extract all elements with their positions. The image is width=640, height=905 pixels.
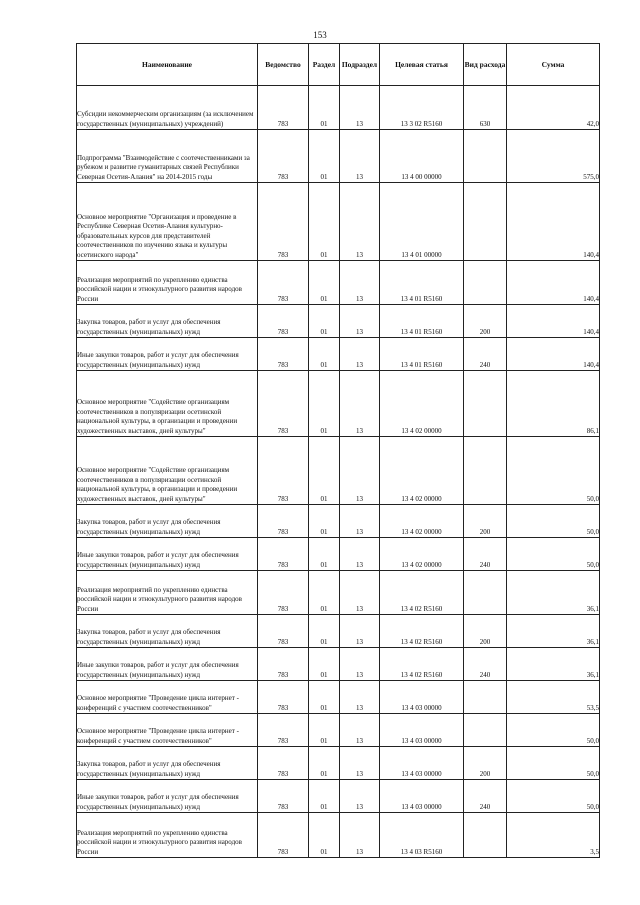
row-department: 783 <box>258 615 309 648</box>
row-department: 783 <box>258 338 309 371</box>
row-expense-type <box>464 571 507 615</box>
row-subsection: 13 <box>340 338 380 371</box>
row-target-article: 13 4 01 R5160 <box>380 261 464 305</box>
row-expense-type <box>464 813 507 858</box>
row-target-article: 13 4 01 00000 <box>380 183 464 261</box>
row-target-article: 13 4 02 00000 <box>380 371 464 437</box>
row-amount: 575,0 <box>507 130 600 183</box>
row-department: 783 <box>258 571 309 615</box>
row-amount: 50,0 <box>507 714 600 747</box>
table-row <box>77 371 600 437</box>
row-amount: 140,4 <box>507 305 600 338</box>
row-amount: 140,4 <box>507 183 600 261</box>
table-row <box>77 183 600 261</box>
row-name: Основное мероприятие "Проведение цикла интернет - конференций с участием соотечественников" <box>77 714 258 747</box>
row-target-article: 13 4 03 00000 <box>380 681 464 714</box>
row-name: Основное мероприятие "Проведение цикла интернет - конференций с участием соотечественников" <box>77 681 258 714</box>
row-subsection: 13 <box>340 437 380 505</box>
row-subsection: 13 <box>340 714 380 747</box>
header-subsection: Подраздел <box>340 44 380 86</box>
table-row <box>77 305 600 338</box>
row-target-article: 13 4 03 R5160 <box>380 813 464 858</box>
row-subsection: 13 <box>340 86 380 130</box>
row-subsection: 13 <box>340 130 380 183</box>
row-target-article: 13 4 02 R5160 <box>380 571 464 615</box>
row-department: 783 <box>258 437 309 505</box>
table-row <box>77 505 600 538</box>
row-name: Основное мероприятие "Содействие организациям соотечественников в популяризации осетинской национальной культуры, в организации и проведении художественных выставок, дней культуры" <box>77 437 258 505</box>
row-expense-type: 630 <box>464 86 507 130</box>
row-amount: 50,0 <box>507 437 600 505</box>
table-row <box>77 615 600 648</box>
row-name: Подпрограмма "Взаимодействие с соотечественниками за рубежом и развитие гуманитарных связей Республики Северная Осетия-Алания" на 2014-2015 годы <box>77 130 258 183</box>
header-name: Наименование <box>77 44 258 86</box>
row-name: Субсидии некоммерческим организациям (за исключением государственных (муниципальных) учреждений) <box>77 86 258 130</box>
row-expense-type <box>464 183 507 261</box>
row-section: 01 <box>309 505 340 538</box>
row-amount: 42,0 <box>507 86 600 130</box>
table-row <box>77 714 600 747</box>
row-name: Закупка товаров, работ и услуг для обеспечения государственных (муниципальных) нужд <box>77 747 258 780</box>
row-amount: 53,5 <box>507 681 600 714</box>
row-name: Иные закупки товаров, работ и услуг для обеспечения государственных (муниципальных) нужд <box>77 648 258 681</box>
row-department: 783 <box>258 130 309 183</box>
row-department: 783 <box>258 714 309 747</box>
row-name: Закупка товаров, работ и услуг для обеспечения государственных (муниципальных) нужд <box>77 615 258 648</box>
table-row <box>77 648 600 681</box>
table-row <box>77 261 600 305</box>
row-subsection: 13 <box>340 681 380 714</box>
table-row <box>77 747 600 780</box>
row-department: 783 <box>258 538 309 571</box>
row-amount: 86,1 <box>507 371 600 437</box>
header-amount: Сумма <box>507 44 600 86</box>
row-name: Реализация мероприятий по укреплению единства российской нации и этнокультурного развития народов России <box>77 261 258 305</box>
row-expense-type: 240 <box>464 648 507 681</box>
row-name: Иные закупки товаров, работ и услуг для обеспечения государственных (муниципальных) нужд <box>77 780 258 813</box>
row-amount: 36,1 <box>507 615 600 648</box>
table-row <box>77 571 600 615</box>
row-section: 01 <box>309 813 340 858</box>
row-name: Реализация мероприятий по укреплению единства российской нации и этнокультурного развития народов России <box>77 571 258 615</box>
row-expense-type <box>464 371 507 437</box>
row-section: 01 <box>309 130 340 183</box>
row-department: 783 <box>258 505 309 538</box>
table-row <box>77 338 600 371</box>
row-section: 01 <box>309 338 340 371</box>
row-subsection: 13 <box>340 305 380 338</box>
row-department: 783 <box>258 681 309 714</box>
row-section: 01 <box>309 615 340 648</box>
row-target-article: 13 4 02 00000 <box>380 437 464 505</box>
row-amount: 50,0 <box>507 505 600 538</box>
table-body <box>77 86 600 858</box>
row-expense-type: 200 <box>464 505 507 538</box>
row-subsection: 13 <box>340 505 380 538</box>
row-department: 783 <box>258 747 309 780</box>
row-name: Реализация мероприятий по укреплению единства российской нации и этнокультурного развития народов России <box>77 813 258 858</box>
row-target-article: 13 4 02 00000 <box>380 505 464 538</box>
row-section: 01 <box>309 681 340 714</box>
row-section: 01 <box>309 747 340 780</box>
row-department: 783 <box>258 780 309 813</box>
row-section: 01 <box>309 571 340 615</box>
row-target-article: 13 4 02 R5160 <box>380 615 464 648</box>
row-section: 01 <box>309 86 340 130</box>
row-target-article: 13 4 02 R5160 <box>380 648 464 681</box>
page-number: 153 <box>313 30 327 40</box>
row-section: 01 <box>309 437 340 505</box>
row-amount: 50,0 <box>507 538 600 571</box>
row-subsection: 13 <box>340 813 380 858</box>
row-amount: 36,1 <box>507 571 600 615</box>
row-target-article: 13 4 01 R5160 <box>380 305 464 338</box>
row-name: Закупка товаров, работ и услуг для обеспечения государственных (муниципальных) нужд <box>77 505 258 538</box>
table-row <box>77 681 600 714</box>
table-row <box>77 813 600 858</box>
row-section: 01 <box>309 538 340 571</box>
row-target-article: 13 4 03 00000 <box>380 747 464 780</box>
row-name: Закупка товаров, работ и услуг для обеспечения государственных (муниципальных) нужд <box>77 305 258 338</box>
row-name: Иные закупки товаров, работ и услуг для обеспечения государственных (муниципальных) нужд <box>77 538 258 571</box>
row-amount: 50,0 <box>507 780 600 813</box>
row-expense-type <box>464 714 507 747</box>
row-subsection: 13 <box>340 780 380 813</box>
row-amount: 50,0 <box>507 747 600 780</box>
row-amount: 140,4 <box>507 261 600 305</box>
row-expense-type: 200 <box>464 615 507 648</box>
row-name: Основное мероприятие "Содействие организациям соотечественников в популяризации осетинской национальной культуры, в организации и проведении художественных выставок, дней культуры" <box>77 371 258 437</box>
table-row <box>77 130 600 183</box>
header-expense-type: Вид расхода <box>464 44 507 86</box>
row-section: 01 <box>309 305 340 338</box>
row-subsection: 13 <box>340 183 380 261</box>
header-section: Раздел <box>309 44 340 86</box>
row-subsection: 13 <box>340 538 380 571</box>
row-target-article: 13 4 01 R5160 <box>380 338 464 371</box>
row-amount: 36,1 <box>507 648 600 681</box>
table-row <box>77 780 600 813</box>
row-subsection: 13 <box>340 615 380 648</box>
row-department: 783 <box>258 86 309 130</box>
row-department: 783 <box>258 371 309 437</box>
row-target-article: 13 4 00 00000 <box>380 130 464 183</box>
row-expense-type <box>464 437 507 505</box>
row-expense-type: 240 <box>464 538 507 571</box>
row-expense-type <box>464 261 507 305</box>
budget-table <box>76 43 600 858</box>
header-department: Ведомство <box>258 44 309 86</box>
row-department: 783 <box>258 305 309 338</box>
row-section: 01 <box>309 648 340 681</box>
row-name: Основное мероприятие "Организация и проведение в Республике Северная Осетия-Алания культурно-образовательных курсов для представителей соотечественников по изучению языка и культуры осетинского народа" <box>77 183 258 261</box>
row-name: Иные закупки товаров, работ и услуг для обеспечения государственных (муниципальных) нужд <box>77 338 258 371</box>
row-expense-type: 240 <box>464 780 507 813</box>
row-section: 01 <box>309 183 340 261</box>
row-target-article: 13 3 02 R5160 <box>380 86 464 130</box>
table-row <box>77 437 600 505</box>
row-target-article: 13 4 03 00000 <box>380 714 464 747</box>
row-target-article: 13 4 03 00000 <box>380 780 464 813</box>
row-amount: 140,4 <box>507 338 600 371</box>
row-expense-type: 200 <box>464 747 507 780</box>
table-row <box>77 538 600 571</box>
row-expense-type: 200 <box>464 305 507 338</box>
row-section: 01 <box>309 371 340 437</box>
row-department: 783 <box>258 813 309 858</box>
row-expense-type <box>464 681 507 714</box>
row-section: 01 <box>309 714 340 747</box>
row-subsection: 13 <box>340 648 380 681</box>
row-section: 01 <box>309 780 340 813</box>
row-department: 783 <box>258 648 309 681</box>
row-department: 783 <box>258 261 309 305</box>
row-target-article: 13 4 02 00000 <box>380 538 464 571</box>
row-subsection: 13 <box>340 747 380 780</box>
row-expense-type: 240 <box>464 338 507 371</box>
header-target-article: Целевая статья <box>380 44 464 86</box>
table-row <box>77 86 600 130</box>
row-subsection: 13 <box>340 261 380 305</box>
row-section: 01 <box>309 261 340 305</box>
row-subsection: 13 <box>340 371 380 437</box>
row-subsection: 13 <box>340 571 380 615</box>
row-amount: 3,5 <box>507 813 600 858</box>
row-expense-type <box>464 130 507 183</box>
table-header-row <box>77 44 600 86</box>
row-department: 783 <box>258 183 309 261</box>
